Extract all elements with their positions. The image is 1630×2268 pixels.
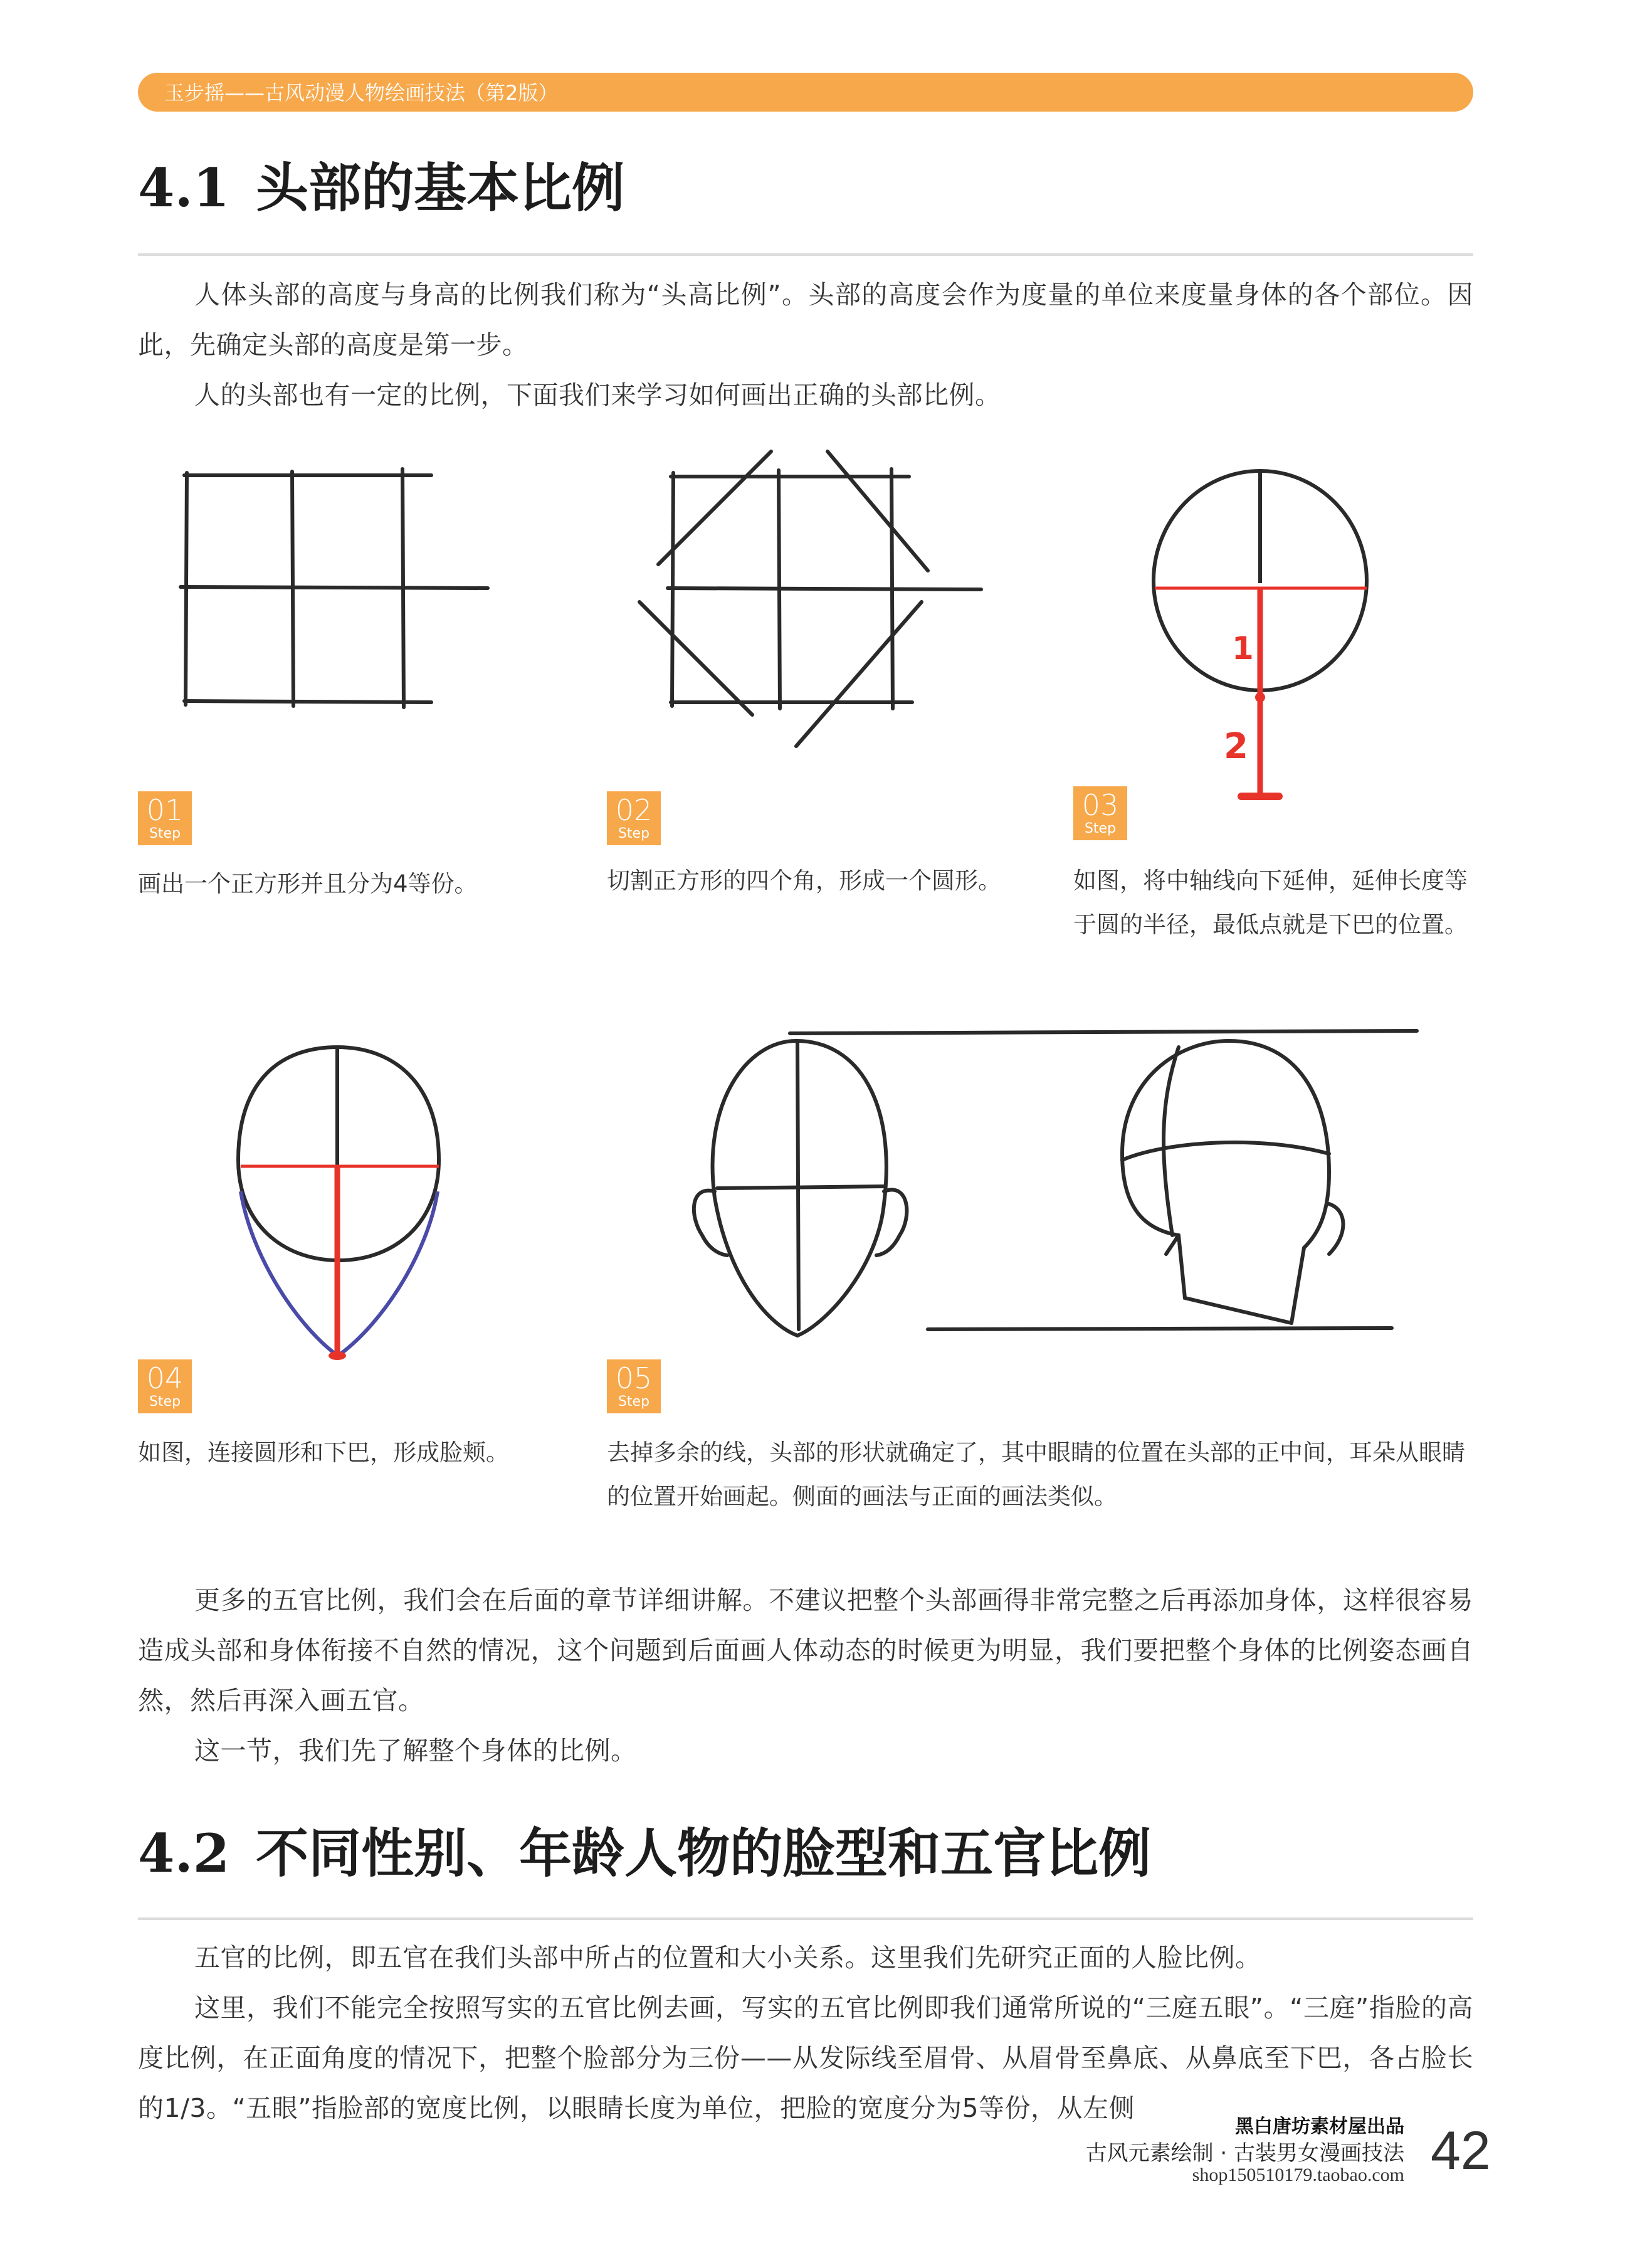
middle-paragraphs [138, 1575, 1473, 1776]
section-divider [138, 1917, 1473, 1920]
section-heading-4-1 [138, 157, 624, 219]
step1-caption: 画出一个正方形并且分为4等份。 [138, 870, 478, 897]
intro-paragraphs [138, 270, 1473, 420]
step3-caption: 如图，将中轴线向下延伸，延伸长度等于圆的半径，最低点就是下巴的位置。 [1073, 867, 1468, 938]
step2-caption: 切割正方形的四个角，形成一个圆形。 [607, 867, 1001, 894]
step2-grid-cut-drawing [633, 451, 997, 752]
step3-circle-drawing [1147, 464, 1373, 815]
section2-paragraphs [138, 1933, 1473, 2133]
section2-paragraph-2: 这里，我们不能完全按照写实的五官比例去画，写实的五官比例即我们通常所说的“三庭五眼”。“三庭”指脸的高度比例，在正面角度的情况下，把整个脸部分为三份——从发际线至眉骨、从眉骨至鼻底、从鼻底至下巴，各占脸长的1/3。“五眼”指脸部的宽度比例，以眼睛长度为单位，把脸的宽度分为5等份，从左侧 [138, 1993, 1473, 2123]
section-divider [138, 253, 1473, 256]
step3-label-one: 1 [1232, 630, 1254, 667]
step-badge-05: 05 Step [607, 1359, 661, 1413]
section-number: 4.1 [138, 157, 230, 219]
step-badge-03: 03 Step [1073, 786, 1127, 840]
section-heading-4-2 [138, 1822, 1151, 1885]
step-badge-01: 01 Step [138, 791, 192, 845]
step5-head-drawing [665, 1028, 1429, 1367]
step3-label-two: 2 [1224, 726, 1248, 767]
intro-paragraph-1: 人体头部的高度与身高的比例我们称为“头高比例”。头部的高度会作为度量的单位来度量身体的各个部位。因此，先确定头部的高度是第一步。 [138, 280, 1473, 360]
step1-grid-drawing [169, 464, 495, 727]
section-title: 头部的基本比例 [256, 157, 625, 219]
step5-caption: 去掉多余的线，头部的形状就确定了，其中眼睛的位置在头部的正中间，耳朵从眼睛的位置开始画起。侧面的画法与正面的画法类似。 [607, 1439, 1465, 1510]
step4-caption: 如图，连接圆形和下巴，形成脸颊。 [138, 1439, 509, 1466]
footer-shop-url: shop150510179.taobao.com [1192, 2165, 1404, 2185]
step4-face-drawing [232, 1041, 445, 1367]
section2-paragraph-1: 五官的比例，即五官在我们头部中所占的位置和大小关系。这里我们先研究正面的人脸比例。 [194, 1943, 1261, 1973]
page-number: 42 [1431, 2121, 1491, 2181]
step-badge-04: 04 Step [138, 1359, 192, 1413]
footer-book-title: 古风元素绘制 · 古装男女漫画技法 [1085, 2141, 1404, 2166]
middle-paragraph-2: 这一节，我们先了解整个身体的比例。 [194, 1736, 637, 1766]
section-number: 4.2 [138, 1822, 230, 1884]
section-title: 不同性别、年龄人物的脸型和五官比例 [256, 1822, 1152, 1884]
header-book-title: 玉步摇——古风动漫人物绘画技法（第2版） [164, 81, 559, 105]
middle-paragraph-1: 更多的五官比例，我们会在后面的章节详细讲解。不建议把整个头部画得非常完整之后再添加身体，这样很容易造成头部和身体衔接不自然的情况，这个问题到后面画人体动态的时候更为明显，我们要把整个身体的比例姿态画自然，然后再深入画五官。 [138, 1585, 1473, 1716]
step-badge-02: 02 Step [607, 791, 661, 845]
intro-paragraph-2: 人的头部也有一定的比例，下面我们来学习如何画出正确的头部比例。 [194, 380, 1001, 410]
footer-brand: 黑白唐坊素材屋出品 [1235, 2116, 1404, 2138]
